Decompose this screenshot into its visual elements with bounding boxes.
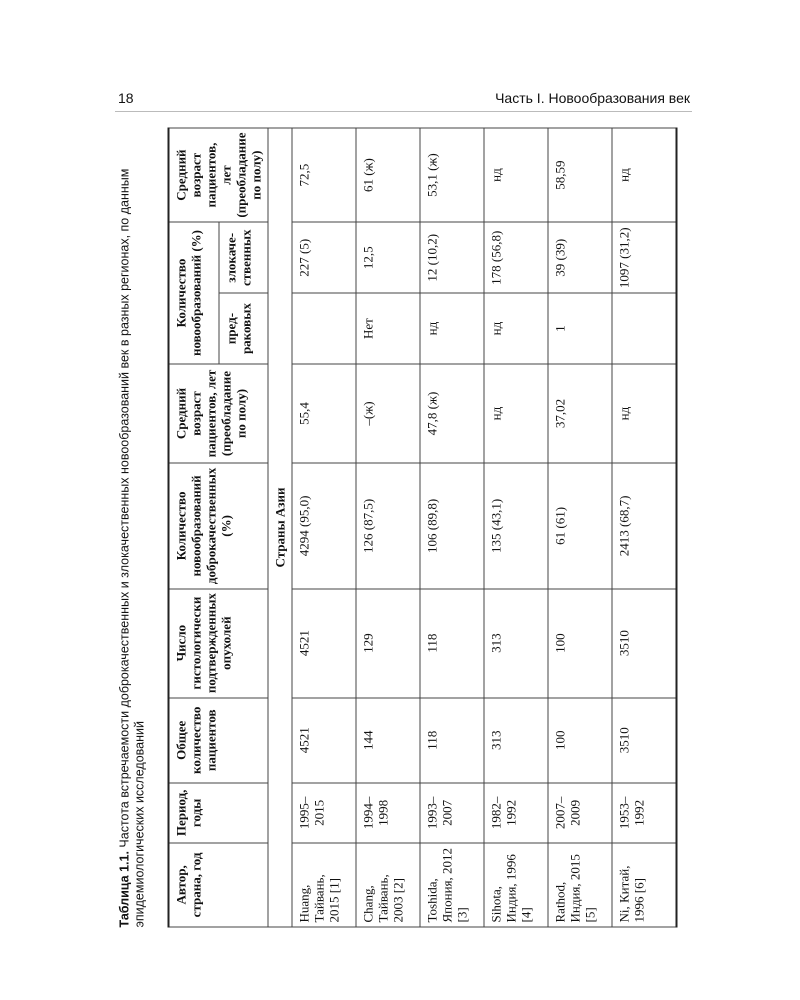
cell-period: 2007–2009	[548, 782, 612, 842]
cell-benign: 2413 (68,7)	[612, 463, 677, 588]
cell-period: 1982–1992	[484, 782, 548, 842]
cell-histo: 129	[356, 588, 420, 697]
cell-age2: 53,1 (ж)	[420, 128, 484, 222]
cell-malignant: 12 (10,2)	[420, 222, 484, 293]
header-histo: Число гистологически подтвержденных опухолей	[168, 588, 268, 697]
cell-malignant: 178 (56,8)	[484, 222, 548, 293]
cell-precancer: нд	[420, 293, 484, 364]
cell-author: Toshida, Япония, 2012 [3]	[420, 842, 484, 926]
cell-benign: 135 (43,1)	[484, 463, 548, 588]
table-row	[484, 128, 548, 927]
cell-period: 1994–1998	[356, 782, 420, 842]
cell-age1: 55,4	[292, 363, 356, 462]
cell-author: Huang, Тайвань, 2015 [1]	[292, 842, 356, 926]
rotated-table-block	[115, 127, 670, 927]
header-rule	[115, 111, 692, 112]
cell-malignant: 1097 (31,2)	[612, 222, 677, 293]
table-row	[420, 128, 484, 927]
cell-age1: 37,02	[548, 363, 612, 462]
table-row	[612, 128, 677, 927]
cell-histo: 4521	[292, 588, 356, 697]
cell-histo: 118	[420, 588, 484, 697]
cell-histo: 3510	[612, 588, 677, 697]
cell-age1: нд	[612, 363, 677, 462]
cell-age2: 72,5	[292, 128, 356, 222]
table-row	[356, 128, 420, 927]
cell-author: Sihota, Индия, 1996 [4]	[484, 842, 548, 926]
cell-precancer: нд	[484, 293, 548, 364]
cell-age2: нд	[484, 128, 548, 222]
cell-author: Chang, Тайвань, 2003 [2]	[356, 842, 420, 926]
table-row	[548, 128, 612, 927]
cell-age2: 58,59	[548, 128, 612, 222]
table-caption	[117, 127, 147, 927]
header-benign: Количество новообразований доброкачественных (%)	[168, 463, 268, 588]
header-malignant: злокаче-ственных	[218, 222, 267, 293]
cell-histo: 313	[484, 588, 548, 697]
cell-period: 1993–2007	[420, 782, 484, 842]
header-author: Автор, страна, год	[168, 842, 268, 926]
header-age2: Средний возраст пациентов, лет (преобладание по полу)	[168, 128, 268, 222]
header-total: Общее количество пациентов	[168, 697, 268, 782]
cell-precancer: Нет	[356, 293, 420, 364]
header-precancer: пред-раковых	[218, 293, 267, 364]
table-row	[292, 128, 356, 927]
cell-total: 144	[356, 697, 420, 782]
cell-age1: нд	[484, 363, 548, 462]
page-number: 18	[118, 90, 134, 106]
caption-label: Таблица 1.1.	[117, 850, 131, 927]
cell-benign: 126 (87,5)	[356, 463, 420, 588]
cell-age1: 47,8 (ж)	[420, 363, 484, 462]
cell-precancer	[292, 293, 356, 364]
header-period: Период, годы	[168, 782, 268, 842]
cell-benign: 4294 (95,0)	[292, 463, 356, 588]
cell-malignant: 227 (5)	[292, 222, 356, 293]
cell-period: 1995–2015	[292, 782, 356, 842]
cell-age2: 61 (ж)	[356, 128, 420, 222]
caption-text: Частота встречаемости доброкачественных и злокачественных новообразований век в разных регионах, по данным эпидемиологических исследований	[117, 168, 146, 927]
header-tumors: Количество новообразований (%)	[168, 222, 218, 364]
cell-total: 118	[420, 697, 484, 782]
cell-author: Ni, Китай, 1996 [6]	[612, 842, 677, 926]
cell-age1: –(ж)	[356, 363, 420, 462]
cell-total: 3510	[612, 697, 677, 782]
cell-total: 100	[548, 697, 612, 782]
cell-total: 4521	[292, 697, 356, 782]
cell-precancer	[612, 293, 677, 364]
cell-age2: нд	[612, 128, 677, 222]
cell-benign: 61 (61)	[548, 463, 612, 588]
region-row: Страны Азии	[268, 128, 292, 927]
cell-histo: 100	[548, 588, 612, 697]
cell-benign: 106 (89,8)	[420, 463, 484, 588]
chapter-title: Часть I. Новообразования век	[495, 90, 690, 106]
data-table	[167, 127, 677, 927]
header-age1: Средний возраст пациентов, лет (преобладание по полу)	[168, 363, 268, 462]
cell-period: 1953–1992	[612, 782, 677, 842]
cell-malignant: 12,5	[356, 222, 420, 293]
cell-author: Rathod, Индия, 2015 [5]	[548, 842, 612, 926]
cell-precancer: 1	[548, 293, 612, 364]
cell-malignant: 39 (39)	[548, 222, 612, 293]
cell-total: 313	[484, 697, 548, 782]
